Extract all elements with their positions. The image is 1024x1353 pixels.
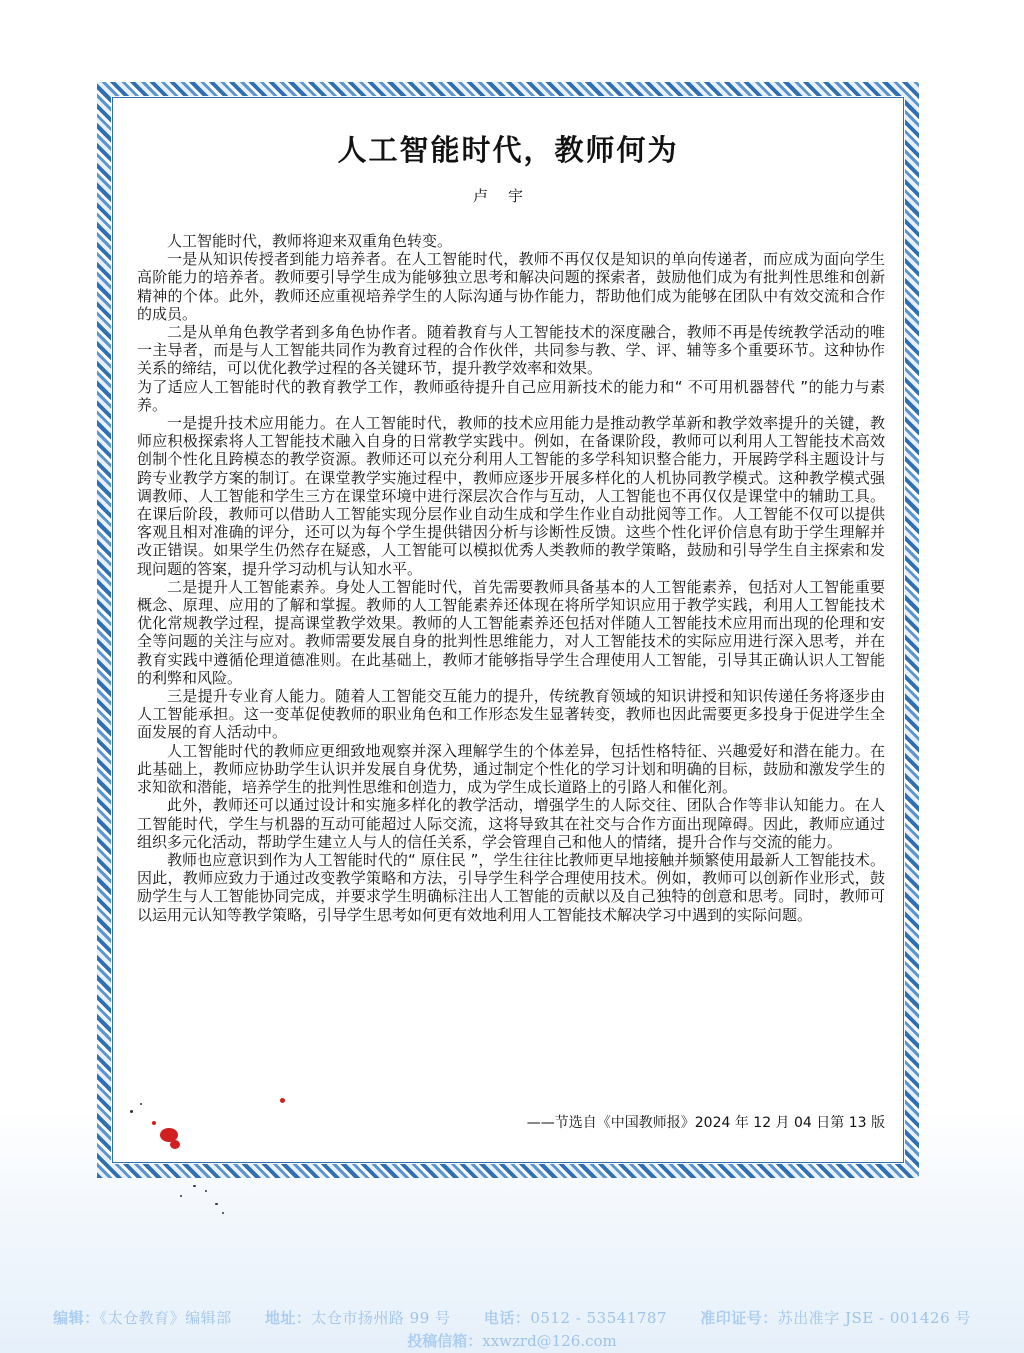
paragraph: 一是从知识传授者到能力培养者。在人工智能时代，教师不再仅仅是知识的单向传递者，而应成为面向学生高阶能力的培养者。教师要引导学生成为能够独立思考和解决问题的探索者，鼓励他们成为有批判性思维和创新精神的个体。此外，教师还应重视培养学生的人际沟通与协作能力，帮助他们成为能够在团队中有效交流和合作的成员。 <box>137 250 885 323</box>
footer-editor: 编辑：《太仓教育》编辑部 <box>53 1309 232 1327</box>
footer-email: 投稿信箱：xxwzrd@126.com <box>407 1332 617 1350</box>
article-author: 卢宇 <box>472 187 543 205</box>
footer-phone: 电话：0512 - 53541787 <box>483 1309 667 1327</box>
footer-info <box>0 1307 1024 1328</box>
paragraph: 教师也应意识到作为人工智能时代的“ 原住民 ”，学生往往比教师更早地接触并频繁使用最新人工智能技术。因此，教师应致力于通过改变教学策略和方法，引导学生科学合理使用技术。例如，教师可以创新作业形式，鼓励学生与人工智能协同完成，并要求学生明确标注出人工智能的贡献以及自己独特的创意和思考。同时，教师可以运用元认知等教学策略，引导学生思考如何更有效地利用人工智能技术解决学习中遇到的实际问题。 <box>137 850 885 924</box>
paragraph: 人工智能时代的教师应更细致地观察并深入理解学生的个体差异，包括性格特征、兴趣爱好和潜在能力。在此基础上，教师应协助学生认识并发展自身优势，通过制定个性化的学习计划和明确的目标，鼓励和激发学生的求知欲和潜能，培养学生的批判性思维和创造力，成为学生成长道路上的引路人和催化剂。 <box>137 741 885 797</box>
paragraph: 二是从单角色教学者到多角色协作者。随着教育与人工智能技术的深度融合，教师不再是传统教学活动的唯一主导者，而是与人工智能共同作为教育过程的合作伙伴，共同参与教、学、评、辅等多个重要环节。这种协作关系的缔结，可以优化教学过程的各关键环节，提升教学效率和效果。 <box>137 323 885 378</box>
footer-permit: 准印证号：苏出准字 JSE - 001426 号 <box>700 1309 971 1327</box>
article-title: 人工智能时代，教师何为 <box>337 133 679 167</box>
paragraph: 一是提升技术应用能力。在人工智能时代，教师的技术应用能力是推动教学革新和教学效率提升的关键，教师应积极探索将人工智能技术融入自身的日常教学实践中。例如，在备课阶段，教师可以利用人工智能技术高效创制个性化且跨模态的教学资源。教师还可以充分利用人工智能的多学科知识整合能力，开展跨学科主题设计与跨专业教学方案的制订。在课堂教学实施过程中，教师应逐步开展多样化的人机协同教学模式。这种教学模式强调教师、人工智能和学生三方在课堂环境中进行深层次合作与互动，人工智能也不再仅仅是课堂中的辅助工具。在课后阶段，教师可以借助人工智能实现分层作业自动生成和学生作业自动批阅等工作。人工智能不仅可以提供客观且相对准确的评分，还可以为每个学生提供错因分析与诊断性反馈。这些个性化评价信息有助于学生理解并改正错误。如果学生仍然存在疑惑，人工智能可以模拟优秀人类教师的教学策略，鼓励和引导学生自主探索和发现问题的答案，提升学习动机与认知水平。 <box>137 414 885 578</box>
paragraph: 此外，教师还可以通过设计和实施多样化的教学活动，增强学生的人际交往、团队合作等非认知能力。在人工智能时代，学生与机器的互动可能超过人际交流，这将导致其在社交与合作方面出现障碍。因此，教师应通过组织多元化活动，帮助学生建立人与人的信任关系，学会管理自己和他人的情绪，提升合作与交流的能力。 <box>137 796 885 851</box>
paragraph: 三是提升专业育人能力。随着人工智能交互能力的提升，传统教育领域的知识讲授和知识传递任务将逐步由人工智能承担。这一变革促使教师的职业角色和工作形态发生显著转变，教师也因此需要更多投身于促进学生全面发展的育人活动中。 <box>137 687 885 742</box>
paragraph: 为了适应人工智能时代的教育教学工作，教师亟待提升自己应用新技术的能力和“ 不可用机器替代 ”的能力与素养。 <box>137 377 885 414</box>
article-source: ——节选自《中国教师报》2024 年 12 月 04 日第 13 版 <box>526 1115 885 1131</box>
footer-address: 地址：太仓市扬州路 99 号 <box>264 1309 451 1327</box>
paragraph: 人工智能时代，教师将迎来双重角色转变。 <box>167 232 453 250</box>
paragraph: 二是提升人工智能素养。身处人工智能时代，首先需要教师具备基本的人工智能素养，包括对人工智能重要概念、原理、应用的了解和掌握。教师的人工智能素养还体现在将所学知识应用于教学实践，利用人工智能技术优化常规教学过程，提高课堂教学效果。教师的人工智能素养还包括对伴随人工智能技术应用而出现的伦理和安全等问题的关注与应对。教师需要发展自身的批判性思维能力，对人工智能技术的实际应用进行深入思考，并在教育实践中遵循伦理道德准则。在此基础上，教师才能够指导学生合理使用人工智能，引导其正确认识人工智能的利弊和风险。 <box>137 577 885 687</box>
article-body <box>137 232 885 924</box>
